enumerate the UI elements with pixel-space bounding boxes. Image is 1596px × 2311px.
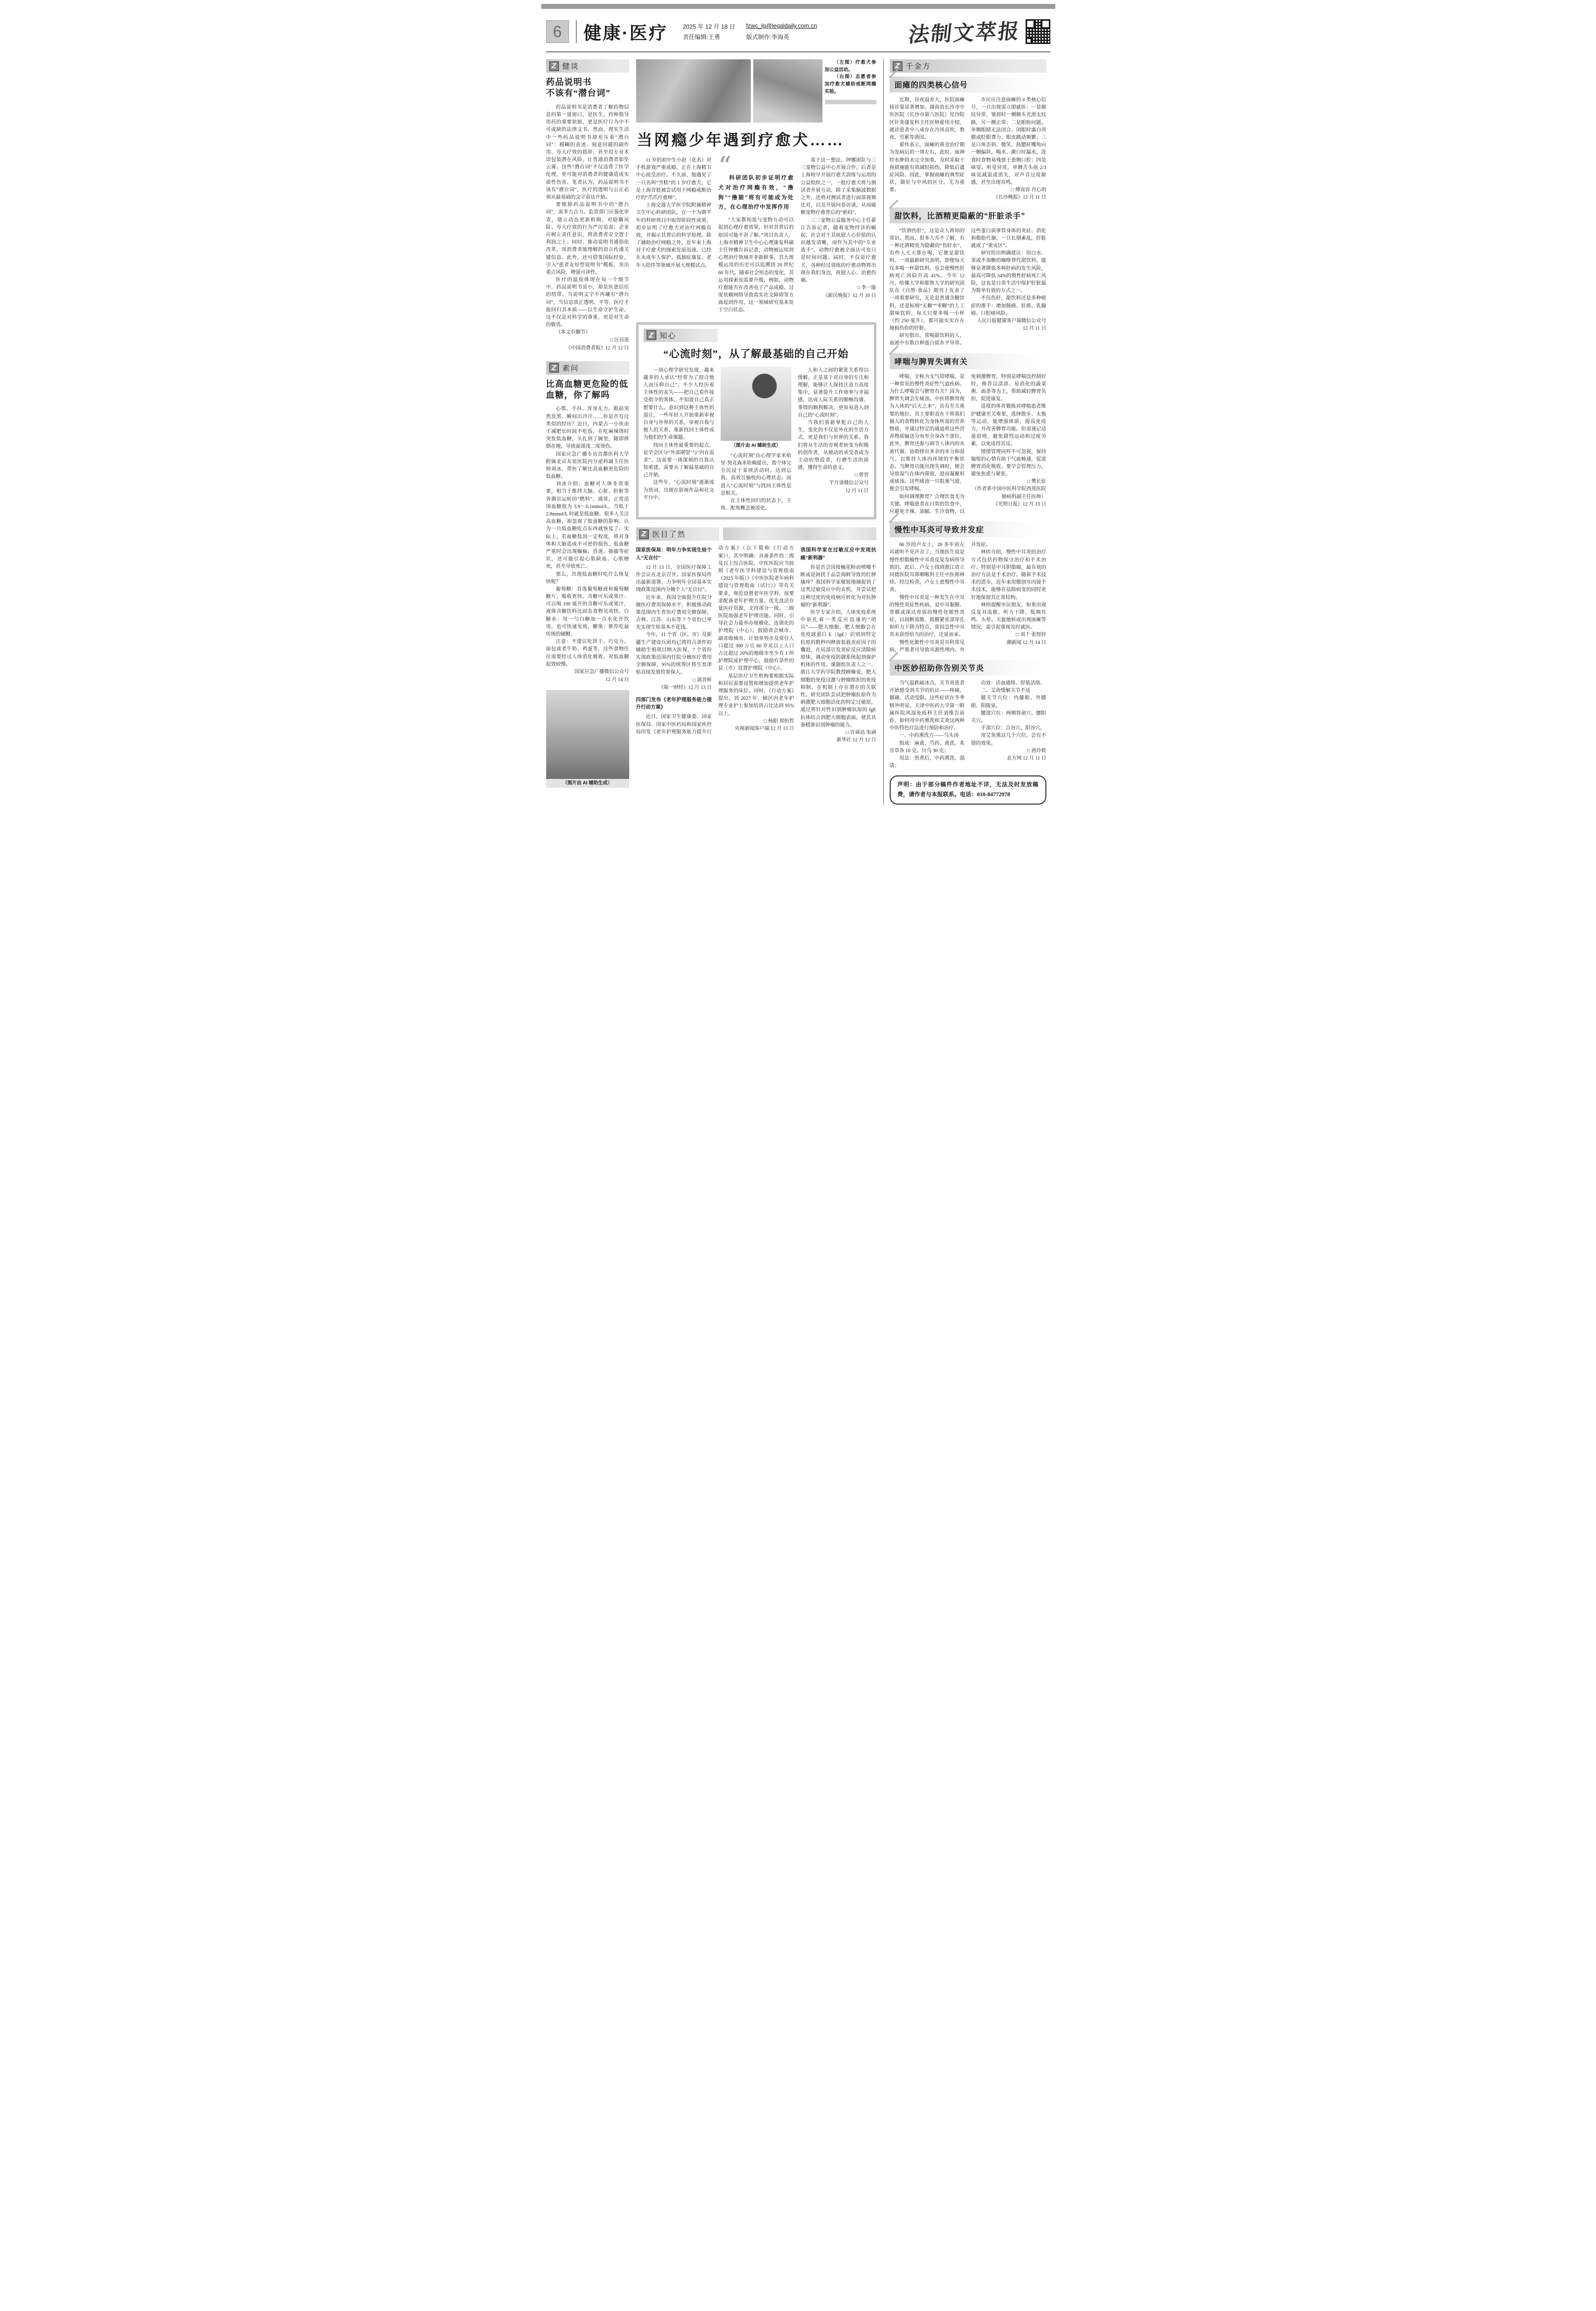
article-body-facial-paralysis (890, 96, 1046, 202)
paragraph: 慢性化脓性中耳炎是耳科常见病，严重者可导致耳源性颅内、外并发症。 (889, 542, 991, 653)
article-title-elder-care: 四部门发布《老年护理服务能力提升行动方案》 (636, 697, 712, 711)
paragraph: 一、中药熏洗方——乌头汤 (899, 733, 959, 739)
paragraph: 《第一财经》12 月 13 日 (658, 685, 712, 690)
yimu-left-articles (636, 545, 794, 744)
paragraph: 膝关节穴位：内膝眼、外膝眼、阳陵泉。 (971, 695, 1046, 709)
paragraph: 国家应急广播专访首都医科大学附属北京友谊医院内分泌科副主任医师刘冰，带你了解比高血糖更危险的低血糖。 (546, 451, 629, 480)
yimu-right-article (801, 545, 876, 744)
paragraph: 近年来，我国全面提升住院分娩医疗费用保障水平，积极推动政策范围内生育医疗费用全额保障，吉林、江苏、山东等 7 个省份已率先实现生娃基本不花钱。 (636, 595, 712, 631)
paragraph: □ 樊长征 (1027, 479, 1046, 485)
article-body-arthritis (890, 680, 1046, 770)
zhixin-section (636, 322, 876, 520)
therapy-dog-photos (636, 59, 876, 123)
byline-medical-insurance (636, 677, 712, 691)
paragraph: 12 月 14 日 (605, 677, 629, 683)
paragraph: 组成：麻黄、芍药、黄芪、炙甘草各 10 克、川乌 30 克； (889, 740, 965, 754)
paragraph: 国家应急广播微信公众号 (574, 669, 629, 675)
article-title-anticancer: 我国科学家在过敏反应中发现抗癌“新利器” (800, 548, 876, 561)
section-label-text: 千金方 (906, 62, 931, 71)
main-headline: 当网瘾少年遇到疗愈犬…… (637, 131, 845, 149)
main-article-col3-text (801, 157, 876, 284)
paragraph: □ 许舜达 朱涵 (846, 729, 876, 735)
main-article-col2-text (718, 216, 794, 314)
main-article-col1 (636, 157, 712, 314)
paragraph: 手部穴位：合谷穴、阳谷穴。 (981, 726, 1045, 731)
paragraph: 医学专家介绍，人体免疫系统中驻扎着一类反应迅速的“哨兵”——肥大细胞。肥大细胞会在免疫球蛋白 E（IgE）识别到特定抗原的数秒内释放装载炎症因子的囊泡，在局部引发炎症反应清除病原体，调动免疫防御系统起到保护机体的作用。课题组负责人之一、浙江大学药学院教授顾臻说，肥大细胞的免疫过激与肿瘤组织的免疫抑制，在机制上存在潜在的关联性。研究团队尝试把肿瘤抗原作为刺激肥大细胞活化的特定过敏原，通过将针对性识别肿瘤抗原的 IgE 抗体结合到肥大细胞表面，使其具备精准识别肿瘤的能力。 (800, 609, 876, 728)
paragraph: 新华社 12 月 12 日 (836, 737, 876, 743)
paragraph: 半月谈微信公众号 (829, 480, 869, 486)
article-title-sweet-drinks: 甜饮料，比酒精更隐蔽的“肝脏杀手” (890, 208, 1046, 223)
article-title-hypoglycemia: 比高血糖更危险的低血糖，你了解吗 (546, 379, 628, 400)
title-line-2: 不该有“潜台词” (546, 88, 610, 98)
yimu-section (636, 527, 876, 744)
main-article-body (636, 152, 876, 314)
z-logo-icon: Z (639, 529, 649, 539)
flow-col2 (721, 367, 791, 513)
article-body-drug-insert (546, 104, 629, 337)
byline-main-article (801, 284, 876, 300)
paragraph: 央视新闻客户端 12 月 13 日 (734, 726, 794, 731)
quote-icon: “ (718, 152, 732, 181)
section-title: 健康·医疗 (583, 22, 668, 43)
paragraph: □ 唐玲莉 (1027, 748, 1046, 754)
paragraph: 用艾灸熏这几个穴位，会有不错的效果。 (971, 733, 1046, 746)
paragraph: 这些年，“心流时刻”逐渐成为热词，出现在影视作品和社交平台中。 (643, 480, 714, 501)
paragraph: 找回主体性最重要的起点，是学会区分“外部期望”与“内在需求”。这需要一场深刻的自我认知重建，需要从了解最基础的自己开始。 (643, 442, 714, 478)
paragraph: 当我们重新掌舵自己的人生，变化的不仅是外在的生活方式，更是我们与世界的关系。我们将从生活的旁观者转变为积极的创作者，从被动的承受者成为主动的塑造者，打磨生活的质感，懂得生命的意义。 (798, 420, 869, 471)
byline-anticancer (801, 729, 876, 744)
article-title-asthma: 哮喘与脾胃失调有关 (890, 353, 1046, 369)
page-number: 6 (546, 20, 569, 43)
byline-sweet-drinks (971, 317, 1046, 332)
middle-column (636, 59, 876, 805)
paragraph: 《新民晚报》12 月 10 日 (823, 293, 876, 299)
byline-asthma (971, 478, 1046, 508)
paragraph: （右图）志愿者参加疗愈犬辅助戒断网瘾实验。 (824, 74, 876, 94)
article-title-medical-insurance: 国家医保局：明年力争实现生娃个人“无自付” (636, 548, 712, 561)
section-label-text: 医目了然 (652, 530, 686, 539)
article-body-medical-insurance (636, 564, 712, 677)
photo-caption-ai: （图片由 AI 辅助生成） (731, 442, 781, 448)
paragraph: 刘冰介绍，血糖对人体非常重要，相当于维持大脑、心脏、肝脏等各器官运转的“燃料”。通常，正常范围血糖值为 3.9～6.1mmol/L，当低于 2.8mmol/L 时就是低血糖。很多人关注高血糖，却忽视了低血糖的影响，认为一旦低血糖吃点东西就恢复了。实际上，若血糖低到一定程度，将对身体和大脑造成不可逆的损伤，低血糖严重时会出现癫痫、昏迷、抽搐等症状，还可能引起心肌缺血、心肌梗死，甚至导致死亡。 (546, 481, 629, 570)
article-body-anticancer (801, 564, 876, 729)
paragraph: 上海交通大学医学院附属精神卫生中心科研团队，在一个为期半年的科研项目中取得阶段性成果，初步证明了疗愈犬对治疗网瘾有效，并揭示其背后的科学原理。除了辅助治疗网瘾之外，近年来上海对于疗愈犬的探索发展迅速，已经在未成年人保护、孤独症康复、老年人陪伴等领域开展大规模试点。 (636, 203, 712, 268)
paragraph: 注意：不建议吃饼干、巧克力、面包或者牛奶、鸡蛋等，这些食物往往需要经过人体消化吸收，对低血糖起效较慢。 (546, 639, 629, 667)
flow-col3 (798, 367, 868, 513)
article-title-flow-moment: “心流时刻”，从了解最基础的自己开始 (663, 347, 849, 360)
masthead-area (909, 17, 1050, 46)
pull-quote-text: 科研团队初步证明疗愈犬对治疗网瘾有效，“撸狗”“撸猫”将有可能成为处方，在心理治疗中发挥作用 (718, 175, 794, 211)
paragraph: 12 月 11 日 (845, 488, 869, 494)
paragraph: 潮新闻 12 月 14 日 (1006, 640, 1046, 645)
paragraph: 要根除药品说明书中的“潜台词”，需多方合力。监管部门应强化审查，建立动态更新机制，对隐瞒风险、夸大疗效的行为严厉追责；企业应树立责任意识，将消费者安全置于利润之上；同时，推动说明书通俗化改革，用消费者能理解的语言传递关键信息。此外，还可借鉴国际经验，引入“患者友好型说明书”模板，突出重点风险，增强可读性。 (546, 202, 629, 275)
byline-hypoglycemia (546, 668, 629, 684)
paragraph: 近期，昼夜温差大，医院面瘫接诊量显著增加。湖南省长沙市中医医院（长沙市第八医院）星沙院区针灸康复科主任医师翟伟介绍，就诊患者中八成存在冷风直吹、熬夜、劳累等诱因。 (889, 97, 965, 140)
paragraph: 市民应注意面瘫的 4 类核心信号，一旦出现需立即就医：一是额纹异常，皱眉时一侧额头光滑无纹路，另一侧正常；二是眼睑问题，单侧眼睛无法闭合、闭眼时露白巩膜或眨眼费力、眼皮跳动频繁；三是口角歪斜，微笑、鼓腮时嘴角向一侧偏斜，喝水、漱口时漏水，进食时食物易残留于患侧口腔；四是味觉、听觉异常，单侧舌头前 2/3 味觉减退或消失，对声音过度敏感，甚至出现耳鸣。 (971, 97, 1046, 186)
photo-therapy-dog-charity (636, 59, 751, 123)
paragraph: （左图）疗愈犬参加公益活动。 (824, 60, 876, 73)
paragraph: □ 傅容容 肖心玥 (1011, 187, 1046, 193)
article-facial-paralysis (890, 77, 1046, 202)
paragraphs (890, 96, 1046, 202)
paragraph: □ 李一能 (857, 285, 876, 291)
section-label-jiantan (546, 59, 629, 73)
paragraph: 基于这一想法，钟娜团队与三三宠物公益中心开展合作，后者是上海较早开展疗愈犬训练与运用的公益组织之一，一批疗愈犬将与测试者开展互动，除了采集脑波数据之外，还将对测试者进行面部视频比对，以及开展问卷访谈，从而破解宠物疗愈背后的“密码”。 (800, 158, 876, 216)
newspaper-name: 法制文萃报 (907, 19, 1022, 47)
paragraph: □ 刘千 张煜锌 (1016, 632, 1046, 638)
paragraph: “饮酒伤肝”，这是众人皆知的常识。然而，很多人并不了解，有一种比酒精更为隐蔽的“伤肝水”，有些人天天都在喝，它便是甜饮料。一项最新研究表明，即便每天仅多喝一杯甜饮料，也会使慢性肝病死亡风险升高 41%。今年 12 月，哈佛大学和耶鲁大学的研究团队在《自然·食品》期刊上发表了一项重要研究，无论是普通含糖饮料，还是标榜“无糖”“零糖”的人工甜味饮料，每天只要多喝一小杯（约 250 毫升），都可能实实在在地损伤你的肝脏。 (889, 228, 965, 332)
designer-credit: 版式制作:李海英 (746, 34, 789, 41)
section-label-qianjinfang (890, 59, 1046, 73)
byline-otitis-media (971, 631, 1046, 646)
paragraph: 《长沙晚报》12 月 11 日 (993, 195, 1046, 201)
z-logo-icon: Z (549, 61, 559, 71)
section-label-text: 素问 (562, 364, 579, 373)
qr-code (1026, 19, 1050, 44)
paragraph: 那么，出现低血糖时吃什么恢复快呢？ (546, 571, 629, 585)
decorative-banner (723, 527, 876, 540)
paragraph: 《光明日报》12 月 13 日 (993, 501, 1046, 507)
top-decorative-strip (541, 4, 1055, 9)
paragraph: 近日，国家卫生健康委、国家医保局、国家中医药局和国家疾控局印发《老年护理服务能力提升行动方案》（以下简称《行动方案》），其中明确：具备条件的二级及以上综合医院、中医医院应当按照《老年医学科建设与管理指南（2025 年版）》《中医医院老年病科建设与管理指南（试行）》等有关要求，规范设置老年医学科，按要求配备老年护理力量。优先盘活存量医疗资源，支持部分一级、二级医院加强老年护理功能。同时，引导社会力量举办规模化、连锁化的护理院（中心）。鼓励省会城市、副省级城市、计划单列市及常住人口超过 300 万且 60 岁及以上人口占比超过 20%的地级市至少有 1 所护理院或护理中心，鼓励有条件的县（市）设置护理院（中心）。 (636, 546, 794, 735)
paragraph: 人民日报健康客户端微信公众号 (977, 318, 1046, 324)
article-otitis-media (890, 521, 1046, 654)
article-sweet-drinks (890, 208, 1046, 347)
paragraph: 适度的体育锻炼对哮喘患者维护健康至关重要，选择散步、太极等运动，能增强体质，提高免疫力，并改善脾胃功能。但需谨记适量原则，避免剧烈运动和过度劳累，以免适得其反。 (971, 404, 1046, 447)
article-title-otitis-media: 慢性中耳炎可导致并发症 (890, 521, 1046, 537)
paragraph: 哮喘，全称为支气管哮喘，是一种常见的慢性炎症性气道疾病。为什么哮喘会与脾胃有关？因为，脾胃失调会生痰浊。中医将脾胃视为人体的“后天之本”，具有至关重要的地位。其主要职责在于将我们摄入的食物转化为身体所需的营养物质，并通过特定的通道将这些营养物质输送分布至全身各个部位。此外，脾胃还参与调节人体内的水液代谢，协助排出多余的水分和湿气，以维持人体内环境的平衡状态。当脾胃功能出现失调时，便会导致湿气在体内滞留，进而凝聚形成痰浊。这些痰浊一旦阻塞气道，便会引发哮喘。 (889, 374, 965, 492)
paragraph: 二、艾灸缓解关节不适 (981, 688, 1031, 694)
photo-caption-ai: （图片由 AI 辅助生成） (546, 779, 629, 788)
paragraph: 葡萄糖：首选葡萄糖液和葡萄糖糖片，吸收更快。含糖可乐或果汁：可以喝 100 毫升的含糖可乐或果汁，液体含糖饮料比固态食物见效快。白糖水：用一勺白糖加一点水化开饮用，也可快速见效。糖果：推荐吃最传统的硬糖。 (546, 586, 629, 637)
byline-flow-article (798, 471, 868, 495)
flow-col1 (644, 367, 714, 513)
flow-article-body (644, 367, 869, 513)
yimu-header (636, 527, 876, 541)
paragraph: 人和人之间的紧张关系得以缓解。正是基于对自身的专注和理解，能够让人保持注意力高度集中，显著提升工作效率与幸福感，达成人际关系的顺畅沟通、事情的顺利解决，更容易进入到自己的“心流时刻”。 (798, 367, 869, 418)
editor-credit: 责任编辑:王勇 (683, 34, 720, 41)
section-label-zhixin (644, 329, 718, 342)
byline-elder-care (718, 718, 794, 732)
paragraph: 用法：煎煮后，中药熏洗、溻渍； (889, 755, 965, 769)
paragraph: 功效：活血通络、舒筋活络。 (981, 681, 1045, 686)
main-article-col2 (718, 152, 794, 314)
paragraph: 你是否会因接触花粉而喷嚏不断或是困扰于品尝海鲜导致的红肿瘙痒？我国科学家敏锐地捕捉到了这类过敏反应中的玄机，并尝试把这种过度的免疫响应转化为对抗肿瘤的“新利器”。 (800, 564, 876, 608)
paragraph: 当气温跌破冰点，关节炎患者开始感受到关节的抗议——疼痛、僵硬、活动受限，这些症状在冬季格外明显。天津中医药大学第一附属医院风湿免疫科主任刘维告诉你，如何用中药熏洗和艾灸这两种中医特色疗法进行预防和治疗。 (889, 681, 965, 731)
article-asthma (890, 353, 1046, 516)
paragraph: 药品说明书是消费者了解药物信息的第一道窗口，是医生、药师指导用药的重要依据，更是医疗行为中不可或缺的法律文书。然而，现实生活中一些药品说明书却充斥着“潜台词”：模糊的表述、刻意回避的副作用、夸大疗效的措辞，甚至用专业术语包装潜在风险，让普通消费者如坠云雾。这些“潜台词”不仅违背了医学伦理，更可能对消费者的健康造成实质性伤害。笔者认为，药品说明书不该有“潜台词”，医疗的透明与公正必须从最基础的文字表达开始。 (546, 104, 629, 201)
article-body-hypoglycemia (546, 405, 629, 668)
yimu-body (636, 545, 876, 744)
paragraph: 研究指出，常喝甜饮料的人，血液中有数百种蛋白质水平异常。这些蛋白质掌管身体的炎症、消化和脂肪代谢，一旦长期紊乱，肝脏就成了“重灾区”。 (889, 228, 1046, 346)
byline-facial-paralysis (971, 186, 1046, 201)
paragraph: 心慌、手抖、浑身无力，眼前突然发黑、瞬间出冷汗……你是否有过类似的经历？近日，内蒙古一小伙由于减肥长时间不吃饭，在吃麻辣烫时突发低血糖，头扎到了碗里，随即摔倒在地，导致面部浅二度烫伤。 (546, 406, 629, 450)
article-body-otitis-media (890, 541, 1046, 654)
paragraph: 慢性中耳炎是一种发生在中耳的慢性炎症性疾病，是中耳黏膜、骨膜或深达骨质的慢性化脓性炎症，以间断流脓、鼓膜紧张部穿孔和听力下降为特点，常因急性中耳炎未获得恰当的治疗，迁延而来。 (889, 595, 965, 638)
paragraph: “心流时刻”由心理学家米哈里·契克森米哈赖提出，指个体完全沉浸于某项活动时，达到忘我、高效且愉悦的心理状态。而进入“心流时刻”与找回主体性息息相关。 (720, 453, 792, 496)
contact-email: fzwc_lg@legaldaily.com.cn (746, 22, 817, 29)
paragraph: （作者系中国中医科学院西苑医院肺病科副主任医师） (972, 486, 1046, 500)
z-logo-icon: Z (647, 330, 656, 340)
main-article-col3 (801, 157, 876, 314)
photo-ai-girl-illustration (721, 367, 791, 441)
photo-captions (825, 59, 876, 123)
page-header (531, 9, 1065, 51)
section-label-suwen (546, 361, 629, 375)
paragraph: 一项心理学研究发现，越来越多的人承认“经常为了迎合他人而压抑自己”。不少人经历着主体性的丧失——把自己看作接受指令的客体，不知道自己真正想要什么。意识到这种主体性的退让，一些年轻人开始重新审视自身与外界的关系，审视自我与他人的关系，重新找回主体性成为他们的生命课题。 (643, 367, 714, 441)
paragraph: 66 岁的卢女士，20 多年前左耳就听不见声音了，当地医生说是慢性胆脂瘤性中耳炎反复发病所导致的。此后，卢女士找到浙江省立同德医院耳鼻咽喉科主任中医师林炜。经过检查，卢女士患慢性中耳炎。 (889, 542, 965, 593)
paragraph: （本文有删节） (556, 330, 591, 336)
article-arthritis (890, 660, 1046, 770)
paragraph: □ 曾晋 (854, 472, 869, 478)
paragraph: 情绪管理同样不可忽视，保持愉悦的心情有助于气血畅通，促进脾胃消化吸收。要学会管理压力，避免焦虑与紧张。 (971, 449, 1046, 477)
section-label-yimu (636, 527, 719, 541)
paragraph: 医疗的温度体现在每一个细节中。药品说明书虽小，却是医患信任的纽带。当说明文字不再藏有“潜台词”，当信息真正透明、平等，医疗才能回归其本质——以生命守护生命。这不仅是对科学的尊重，更是对生命的敬畏。 (546, 277, 629, 328)
qr-eye-icon (1026, 38, 1032, 44)
paragraph: 翟伟表示，面瘫的黄金治疗期为发病后的一周左右，此时，面神经水肿尚未完全加重，及时采取干预措施能有效减轻损伤，降低后遗症风险。因此，掌握面瘫的典型症状，做好与中风的区分，尤为重要。 (889, 142, 965, 193)
paragraph: 《中国消费者报》12 月 12 日 (566, 345, 629, 351)
photo-volunteer-experiment (753, 59, 822, 123)
section-label-text: 健谈 (562, 62, 579, 71)
pull-quote (718, 152, 794, 213)
article-body-asthma (890, 373, 1046, 516)
flow-col3-text (798, 367, 868, 472)
z-logo-icon: Z (549, 363, 559, 373)
paragraph: □ 郭晋晖 (692, 677, 712, 683)
photo-water-glass (546, 690, 629, 779)
paragraph: 今年，31 个省（区、市）及新疆生产建设兵团均已将符合条件的辅助生殖项目纳入医保，7 个省份实现政策范围内住院分娩医疗费用全额保障，95%的统筹区将生育津贴直接发放给参保人。 (636, 632, 712, 676)
article-title-drug-insert (546, 77, 629, 99)
article-title-arthritis: 中医妙招助你告别关节炎 (890, 660, 1046, 676)
caption-decorative-bar (825, 100, 876, 104)
paragraph: □ 汪昌莲 (609, 337, 629, 343)
paragraph: 在主体性回归的状态下，主角、配角概念被淡化， (720, 498, 792, 512)
paragraph: 林炜提醒市民朋友，如果出现反复耳流脓、听力下降、低频耳鸣、头晕、天旋地转或出现面瘫等情况，需引起重视及时就医。 (971, 602, 1046, 631)
title-line-1: 药品说明书 (546, 77, 592, 87)
paragraph: 研究给出明确建议：用白水、茶或不加糖的咖啡替代甜饮料，能够显著降低多种肝病的发生风险，最高可降低 34%的慢性肝病死亡风险，这也是日常生活中保护肝脏最为简单有效的方式之一。 (971, 251, 1046, 294)
article-title-facial-paralysis: 面瘫的四类核心信号 (890, 77, 1046, 92)
section-label-text: 知心 (659, 331, 677, 340)
paragraph: □ 杨阳 郑怡哲 (764, 718, 794, 724)
paragraph: 北方网 12 月 11 日 (1006, 755, 1046, 761)
paragraph: “大家都知道与宠物互动可以起到心理疗愈效果，但对其背后的原因可能不甚了解。”项目负责人，上海市精神卫生中心心理康复科副主任钟娜告诉记者，动物被运用到心理治疗领域并非新鲜事，其大规模运用的历史可以追溯到 20 世纪 60 年代。随着社会形态的变化，其运用探索也需要升级，例如，动物疗愈能否在改善电子产品成瘾、过度依赖网络导致真实社交障碍等方面起到作用，这一领域研究基本处于空白状态。 (718, 217, 794, 313)
paragraph: 12 月 11 日 (1023, 326, 1046, 332)
publisher-statement: 声明：由于部分稿件作者地址不详，无法及时发放稿费，请作者与本报联系。电话：010-84772978 (890, 775, 1046, 805)
byline-drug-insert (546, 337, 629, 352)
byline-arthritis (971, 747, 1046, 762)
left-column (546, 59, 629, 805)
header-divider (576, 20, 577, 43)
paragraph: 不仅伤肝，甜饮料还是多种癌症的推手：增加肠癌、肝癌、乳腺癌、口腔癌风险。 (971, 296, 1046, 316)
z-logo-icon: Z (893, 61, 903, 71)
newspaper-page (531, 4, 1065, 817)
right-column (883, 59, 1046, 805)
photo-caption-list (825, 59, 876, 96)
publication-info (683, 22, 817, 41)
paragraph: 基层医疗卫生机构要根据实际和居民需要设置和增加提供老年护理服务的床位。同时，《行动方案》提出，到 2027 年，辖区内老年护理专业护士参加培训占比达到 95%以上。 (718, 673, 794, 717)
article-body-sweet-drinks (890, 227, 1046, 347)
paragraph: 如何调理脾胃？合理饮食尤为关键。哮喘患者在日常的饮食中，应避免辛辣、油腻、生冷食物，以免刺激脾胃，特别是哮喘没控制好时，推荐以清淡、易消化的蔬菜粥、面条等为主，帮助减轻脾胃负担，促进康复。 (889, 374, 1046, 514)
flow-col2-text (721, 452, 791, 513)
paragraph: 12 月 13 日，全国医疗保障工作会议在北京召开。国家医保局作出最新部署，力争明年全国基本实现政策范围内分娩个人“无自付”。 (636, 564, 712, 593)
paragraph: 林炜介绍，慢性中耳炎的治疗方式包括药物保守治疗和手术治疗。特别是中耳胆脂瘤，最有效的治疗方法是手术治疗。随着手术技术的进步，近年来用微创耳内镜手术技术，能够在祛除病变的同时更好地保留其正常结构。 (971, 550, 1046, 600)
paragraph: 腰部穴位：两侧肾俞穴、腰阳关穴。 (971, 710, 1046, 724)
paragraph: 11 岁的初中生小赵（化名）对手机游戏严重成瘾，正在上海精卫中心接受治疗。不久前，他遇见了一只名叫“雪糕”的 1 岁疗愈犬，它是上海首批被尝试用于网瘾戒断治疗的“爪爪疗愈师”。 (636, 158, 712, 201)
page-content (531, 52, 1065, 817)
paragraph: 三三宠物公益服务中心主任翟江告诉记者，随着宠物经济的崛起，社会对于其抚慰人心价值的认识越发清晰，而作为其中的“专业选手”，动物疗愈被全面认可也只是时间问题。届时，不仅是疗愈犬，各种经过训练的疗愈动物将出现在我们身边，抚慰人心、治愈伤痛。 (800, 217, 876, 283)
publication-date: 2025 年 12 月 18 日 (683, 23, 735, 30)
